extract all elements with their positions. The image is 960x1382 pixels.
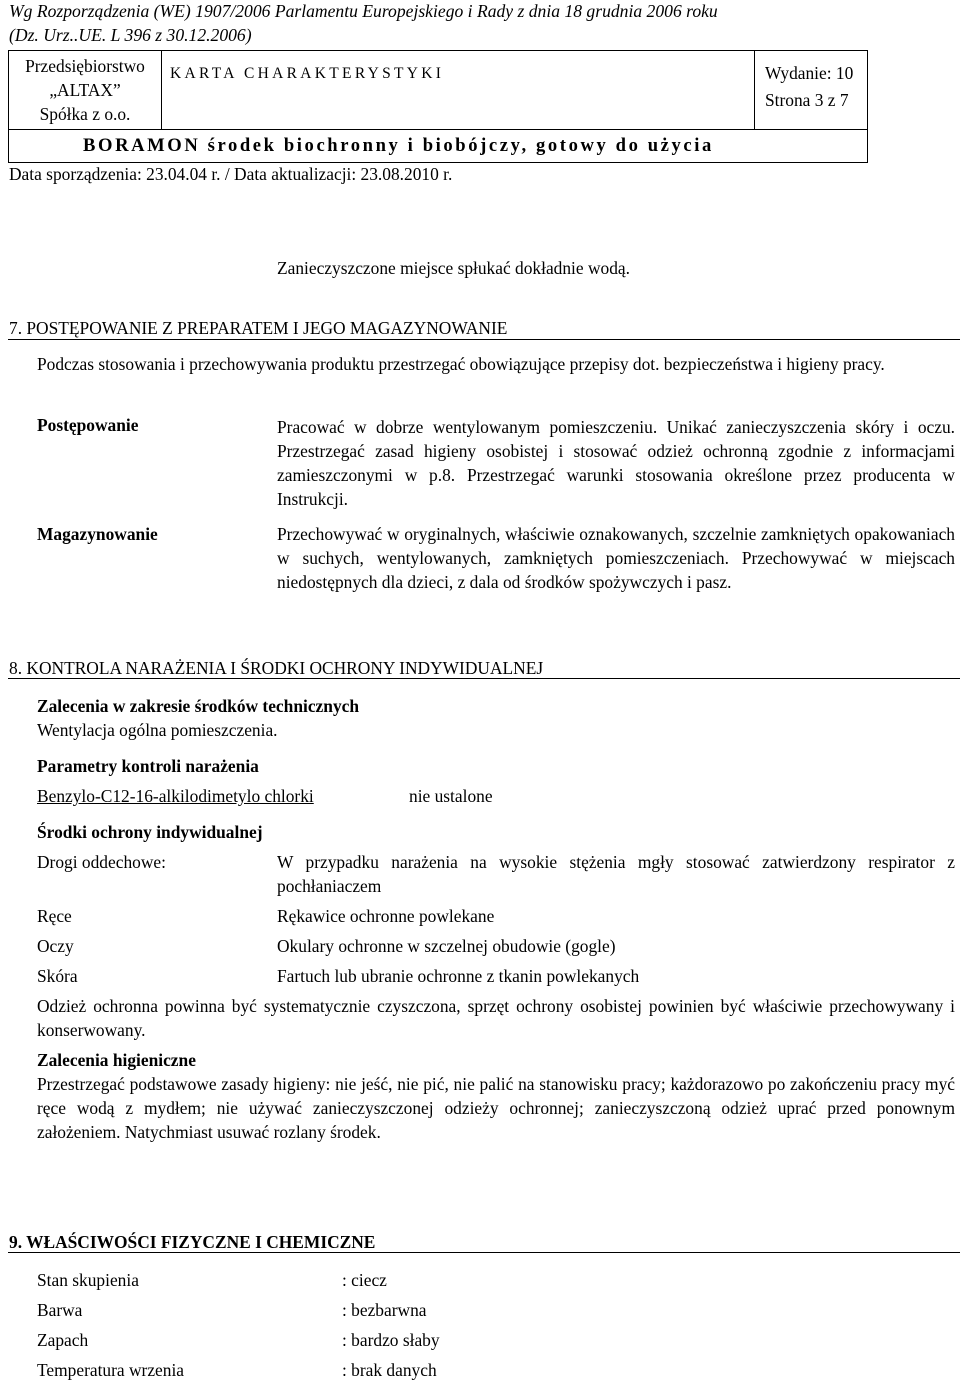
ppe-label-skin: Skóra — [37, 966, 78, 986]
property-value-odor: : bardzo słaby — [342, 1330, 440, 1350]
handling-text: Pracować w dobrze wentylowanym pomieszczeniu. Unikać zanieczyszczenia skóry i oczu. Przestrzegać zasad higieny osobistej i stosować odzież ochronną zgodnie z informacjami zamieszczonymi w p.8. Przestrzegać warunki stosowania określone przez producenta w Instrukcji. — [277, 417, 955, 509]
ppe-label-respiratory: Drogi oddechowe: — [37, 852, 166, 872]
company-line-3: Spółka z o.o. — [39, 104, 131, 124]
regulation-line-2: (Dz. Urz..UE. L 396 z 30.12.2006) — [9, 25, 252, 45]
property-value-boiling: : brak danych — [342, 1360, 437, 1380]
section-8-title: 8. KONTROLA NARAŻENIA I ŚRODKI OCHRONY INDYWIDUALNEJ — [9, 658, 544, 678]
property-label-state: Stan skupienia — [37, 1270, 139, 1290]
carryover-text: Zanieczyszczone miejsce spłukać dokładnie wodą. — [277, 258, 630, 278]
tech-measures-heading: Zalecenia w zakresie środków technicznych — [37, 696, 360, 716]
edition: Wydanie: 10 — [765, 63, 854, 83]
property-label-color: Barwa — [37, 1300, 83, 1320]
section-9-title: 9. WŁAŚCIWOŚCI FIZYCZNE I CHEMICZNE — [9, 1232, 376, 1252]
document-type: KARTA CHARAKTERYSTYKI — [162, 51, 755, 129]
property-value-color: : bezbarwna — [342, 1300, 427, 1320]
param-substance: Benzylo-C12-16-alkilodimetylo chlorki — [37, 786, 314, 806]
ppe-text-respiratory: W przypadku narażenia na wysokie stężenia mgły stosować zatwierdzony respirator z pochłaniaczem — [277, 852, 955, 896]
ppe-label-hands: Ręce — [37, 906, 72, 926]
storage-label: Magazynowanie — [37, 524, 158, 544]
document-header-table — [8, 50, 868, 163]
company-name: „ALTAX” — [49, 80, 121, 100]
section-7-divider — [8, 339, 960, 340]
ppe-heading: Środki ochrony indywidualnej — [37, 822, 263, 842]
hygiene-text: Przestrzegać podstawowe zasady higieny: nie jeść, nie pić, nie palić na stanowisku pracy; każdorazowo po zakończeniu pracy myć ręce wodą z mydłem; nie używać zanieczyszczonej odzieży ochronnej; zanieczyszczoną odzież uprać przed ponownym założeniem. Natychmiast usuwać rozlany środek. — [37, 1074, 955, 1142]
storage-text: Przechowywać w oryginalnych, właściwie oznakowanych, szczelnie zamkniętych opakowaniach w suchych, wentylowanych, zamkniętych pomieszczeniach. Przechowywać w miejscach niedostępnych dla dzieci, z dala od środków spożywczych i pasz. — [277, 524, 955, 592]
handling-label: Postępowanie — [37, 415, 139, 435]
company-cell — [9, 51, 162, 129]
section-7-intro: Podczas stosowania i przechowywania produktu przestrzegać obowiązujące przepisy dot. bezpieczeństwa i higieny pracy. — [37, 354, 885, 374]
property-label-boiling: Temperatura wrzenia — [37, 1360, 184, 1380]
property-value-state: : ciecz — [342, 1270, 387, 1290]
param-value: nie ustalone — [409, 786, 493, 806]
exposure-params-heading: Parametry kontroli narażenia — [37, 756, 259, 776]
page-number: Strona 3 z 7 — [765, 90, 849, 110]
ppe-note: Odzież ochronna powinna być systematycznie czyszczona, sprzęt ochrony osobistej powinien być właściwie przechowywany i konserwowany. — [37, 996, 955, 1040]
ppe-text-eyes: Okulary ochronne w szczelnej obudowie (gogle) — [277, 936, 616, 956]
ppe-label-eyes: Oczy — [37, 936, 74, 956]
section-9-divider — [8, 1252, 960, 1253]
ppe-text-hands: Rękawice ochronne powlekane — [277, 906, 495, 926]
hygiene-heading: Zalecenia higieniczne — [37, 1050, 196, 1070]
edition-cell — [755, 51, 867, 129]
ppe-text-skin: Fartuch lub ubranie ochronne z tkanin powlekanych — [277, 966, 640, 986]
product-name: BORAMON środek biochronny i biobójczy, gotowy do użycia — [9, 129, 867, 162]
property-label-odor: Zapach — [37, 1330, 89, 1350]
document-dates: Data sporządzenia: 23.04.04 r. / Data aktualizacji: 23.08.2010 r. — [9, 164, 453, 184]
tech-measures-text: Wentylacja ogólna pomieszczenia. — [37, 720, 278, 740]
section-7-title: 7. POSTĘPOWANIE Z PREPARATEM I JEGO MAGAZYNOWANIE — [9, 318, 508, 338]
company-line-1: Przedsiębiorstwo — [25, 56, 145, 76]
section-8-divider — [8, 678, 960, 679]
regulation-line-1: Wg Rozporządzenia (WE) 1907/2006 Parlamentu Europejskiego i Rady z dnia 18 grudnia 2006 roku — [9, 1, 718, 21]
